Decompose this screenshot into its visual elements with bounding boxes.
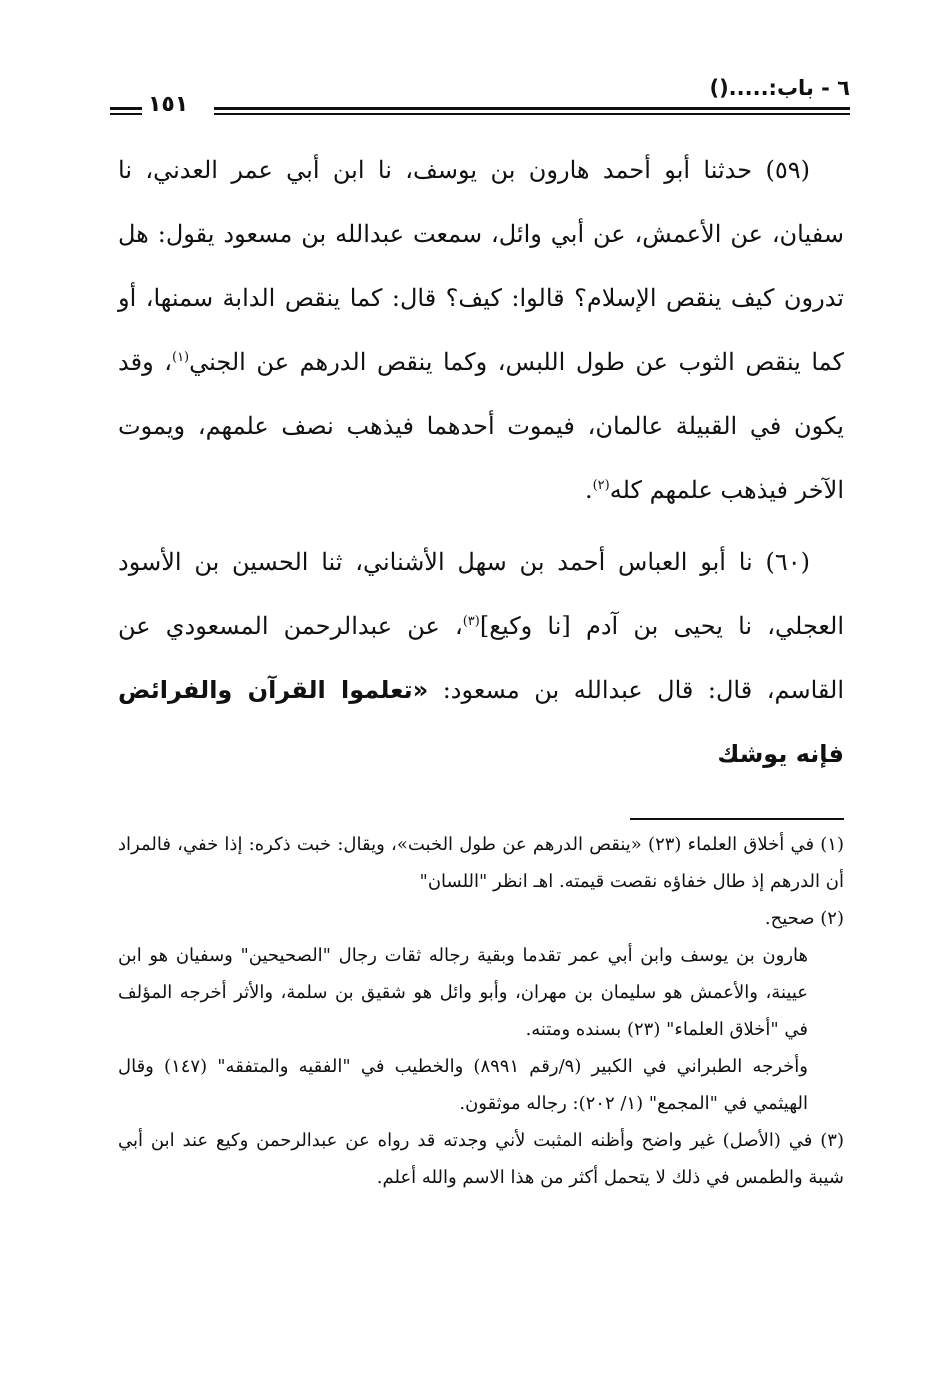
footnote-ref-1: (١) <box>171 350 190 365</box>
header-rule <box>214 107 850 115</box>
hadith-59-text: (٥٩) حدثنا أبو أحمد هارون بن يوسف، نا ابن أبي عمر العدني، نا سفيان، عن الأعمش، عن أبي وائل، سمعت عبدالله بن مسعود يقول: هل تدرون كيف ينقص الإسلام؟ قالوا: كيف؟ قال: كما ينقص الدابة سمنها، أو كما ينقص الثوب عن طول اللبس، وكما ينقص الدرهم عن الجني <box>118 156 844 376</box>
hadith-60 <box>118 530 844 786</box>
footnote-1: (١) في أخلاق العلماء (٢٣) «ينقص الدرهم عن طول الخبت»، ويقال: خبت ذكره: إذا خفي، فالمراد أن الدرهم إذ طال خفاؤه نقصت قيمته. اهـ انظر "اللسان" <box>118 834 844 892</box>
footnote-separator <box>630 818 844 820</box>
hadith-60-quote: «تعلموا القرآن والفرائض فإنه يوشك <box>118 676 844 768</box>
hadith-59-end: . <box>584 476 593 504</box>
footnote-ref-3: (٣) <box>462 614 480 629</box>
chapter-title: ٦ - باب:.....() <box>709 76 850 100</box>
footnote-3: (٣) في (الأصل) غير واضح وأظنه المثبت لأني وجدته قد رواه عن عبدالرحمن وكيع عند ابن أبي شيبة والطمس في ذلك لا يتحمل أكثر من هذا الاسم والله أعلم. <box>118 1130 844 1188</box>
footnote-ref-2: (٢) <box>592 478 610 493</box>
hadith-59-text-cont: ، وقد يكون في القبيلة عالمان، فيموت أحدهما فيذهب نصف علمهم، ويموت الآخر فيذهب علمهم كله <box>118 348 844 504</box>
footnote-2-paragraph-1: هارون بن يوسف وابن أبي عمر تقدما وبقية رجاله ثقات رجال "الصحيحين" وسفيان هو ابن عيينة، والأعمش هو سليمان بن مهران، وأبو وائل هو شقيق بن سلمة، والأثر أخرجه المؤلف في "أخلاق العلماء" (٢٣) بسنده ومتنه. <box>118 945 808 1040</box>
page-header <box>110 74 850 120</box>
hadith-60-text: (٦٠) نا أبو العباس أحمد بن سهل الأشناني، ثنا الحسين بن الأسود العجلي، نا يحيى بن آدم [نا وكيع] <box>118 548 844 640</box>
page-number-rule <box>110 107 142 115</box>
hadith-59 <box>118 138 844 522</box>
footnote-2-paragraph-2: وأخرجه الطبراني في الكبير (٩/رقم ٨٩٩١) والخطيب في "الفقيه والمتفقه" (١٤٧) وقال الهيثمي في "المجمع" (١/ ٢٠٢): رجاله موثقون. <box>118 1056 808 1114</box>
page-number: ١٥١ <box>148 92 189 117</box>
footnote-2: (٢) صحيح. <box>764 908 844 929</box>
hadith-60-text-cont: ، عن عبدالرحمن المسعودي عن القاسم، قال: قال عبدالله بن مسعود: <box>118 612 844 704</box>
footnotes <box>118 826 844 1196</box>
main-text <box>118 138 844 786</box>
